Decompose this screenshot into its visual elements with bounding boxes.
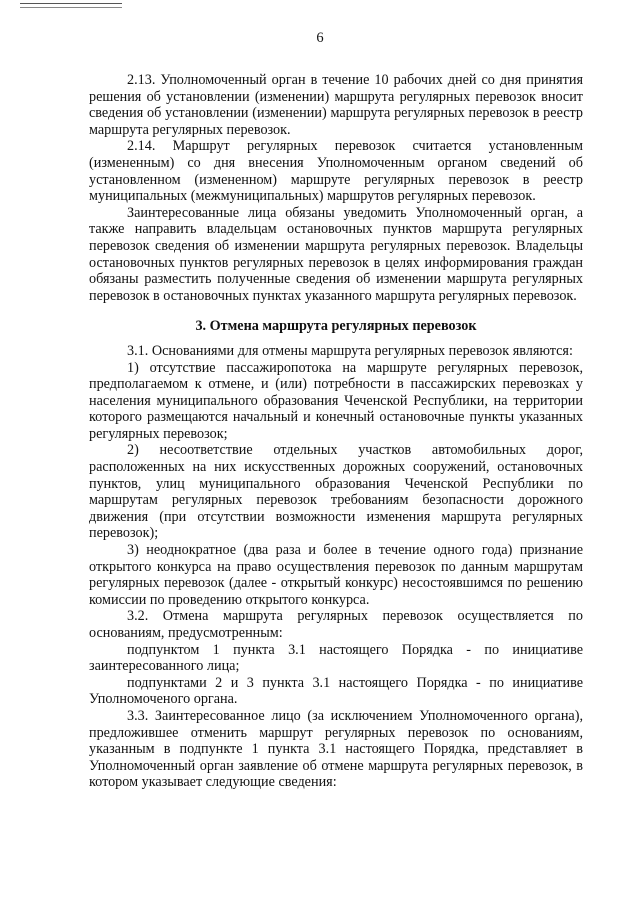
page-number: 6 [316, 30, 324, 46]
paragraph-3-1-item-3: 3) неоднократное (два раза и более в течение одного года) признание открытого конкурса на право осуществления перевозок по данным маршрутам регулярных перевозок (далее - открытый конкурс) несостоявшимся по решению комиссии по проведению открытого конкурса. [89, 542, 583, 608]
paragraph-3-2: 3.2. Отмена маршрута регулярных перевозок осуществляется по основаниям, предусмотренным: [89, 608, 583, 641]
paragraph-3-2-sub-2: подпунктами 2 и 3 пункта 3.1 настоящего Порядка - по инициативе Уполномоченого органа. [89, 674, 583, 708]
paragraph-2-14: 2.14. Маршрут регулярных перевозок считается установленным (измененным) со дня внесения Уполномоченным органом сведений об установленном (измененном) маршруте регулярных перевозок в реестр муниципальных (межмуниципальных) маршрутов регулярных перевозок. [89, 138, 583, 205]
header-rule-secondary [20, 7, 122, 8]
section-title: 3. Отмена маршрута регулярных перевозок [195, 318, 477, 335]
paragraph-3-1-item-1: 1) отсутствие пассажиропотока на маршруте регулярных перевозок, предполагаемом к отмене, и (или) потребности в пассажирских перевозках у населения муниципального образования Чеченской Республики, на территории которого размещаются начальный и конечный остановочные пункты указанных регулярных перевозок; [89, 359, 583, 442]
document-body [89, 72, 583, 791]
paragraph-3-2-sub-1: подпунктом 1 пункта 3.1 настоящего Порядка - по инициативе заинтересованного лица; [89, 641, 583, 675]
paragraph-3-1: 3.1. Основаниями для отмены маршрута регулярных перевозок являются: [127, 342, 573, 359]
paragraph-2-13: 2.13. Уполномоченный орган в течение 10 рабочих дней со дня принятия решения об установлении (изменении) маршрута регулярных перевозок вносит сведения об установлении (изменении) маршрута регулярных перевозок в реестр маршрута регулярных перевозок. [89, 72, 583, 138]
paragraph-3-1-item-2: 2) несоответствие отдельных участков автомобильных дорог, расположенных на них искусственных дорожных сооружений, остановочных пунктов, улиц муниципального образования Чеченской Республики по маршрутам регулярных перевозок требованиям безопасности дорожного движения (при отсутствии возможности изменения маршрута регулярных перевозок); [89, 442, 583, 542]
paragraph-notification: Заинтересованные лица обязаны уведомить Уполномоченный орган, а также направить владельцам остановочных пунктов маршрута регулярных перевозок сведения об изменении маршрута регулярных перевозок. Владельцы остановочных пунктов регулярных перевозок в целях информирования граждан обязаны разместить полученные сведения об изменении маршрута регулярных перевозок в остановочных пунктах указанного маршрута регулярных перевозок. [89, 204, 583, 304]
paragraph-3-3: 3.3. Заинтересованное лицо (за исключением Уполномоченного органа), предложившее отменить маршрут регулярных перевозок по основаниям, указанным в подпункте 1 пункта 3.1 настоящего Порядка, представляет в Уполномоченный орган заявление об отмене маршрута регулярных перевозок, в котором указывает следующие сведения: [89, 707, 583, 791]
header-rule [20, 3, 122, 4]
